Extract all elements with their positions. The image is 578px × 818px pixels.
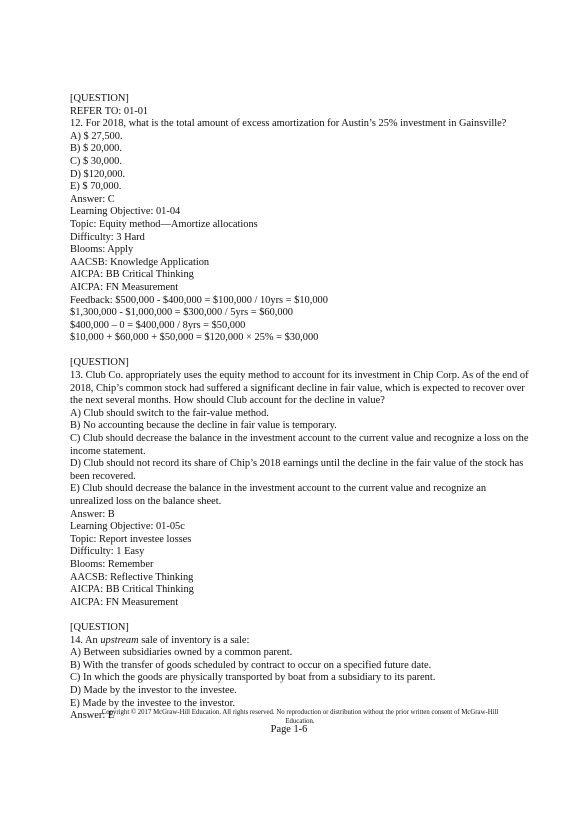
meta-line: Difficulty: 1 Easy — [70, 546, 145, 558]
option: D) $120,000. — [70, 168, 126, 180]
stem-suffix: sale of inventory is a sale: — [138, 634, 250, 646]
meta-line: Difficulty: 3 Hard — [70, 231, 145, 243]
option: E) Made by the investee to the investor. — [70, 697, 236, 709]
option: A) $ 27,500. — [70, 130, 123, 142]
meta-line: AACSB: Knowledge Application — [70, 256, 210, 268]
option: E) $ 70,000. — [70, 181, 122, 193]
stem-prefix: 14. An — [70, 634, 101, 646]
page-content — [70, 93, 530, 723]
copyright-line: Education. — [285, 717, 315, 725]
question-tag: [QUESTION] — [70, 93, 129, 104]
option: C) Club should decrease the balance in the investment account to the current value and recognize a loss on the income statement. — [70, 433, 529, 457]
answer: Answer: B — [70, 508, 115, 520]
meta-line: Topic: Report investee losses — [70, 533, 192, 545]
option: C) $ 30,000. — [70, 155, 122, 167]
meta-line: AICPA: BB Critical Thinking — [70, 269, 194, 281]
stem-emphasis: upstream — [100, 634, 139, 646]
meta-line: Learning Objective: 01-05c — [70, 521, 185, 533]
option: B) No accounting because the decline in fair value is temporary. — [70, 420, 337, 432]
question-tag: [QUESTION] — [70, 621, 129, 633]
option: C) In which the goods are physically transported by boat from a subsidiary to its parent. — [70, 672, 436, 684]
spacer — [70, 345, 530, 358]
refer-to: REFER TO: 01-01 — [70, 105, 149, 117]
page-number: Page 1-6 — [270, 724, 308, 735]
meta-line: Learning Objective: 01-04 — [70, 206, 181, 218]
feedback-line: $400,000 – 0 = $400,000 / 8yrs = $50,000 — [70, 319, 246, 331]
feedback-line: Feedback: $500,000 - $400,000 = $100,000 / 10yrs = $10,000 — [70, 294, 328, 306]
option: B) With the transfer of goods scheduled by contract to occur on a specified future date. — [70, 659, 432, 671]
copyright-line: Copyright © 2017 McGraw-Hill Education. All rights reserved. No reproduction or distribution without the prior written consent of McGraw-Hill — [101, 709, 499, 716]
option: D) Made by the investor to the investee. — [70, 684, 237, 696]
feedback-line: $10,000 + $60,000 + $50,000 = $120,000 × 25% = $30,000 — [70, 332, 319, 344]
question-tag: [QUESTION] — [70, 357, 129, 369]
question-13 — [70, 357, 530, 609]
answer: Answer: E — [70, 710, 115, 722]
question-stem — [70, 635, 530, 648]
option: D) Club should not record its share of Chip’s 2018 earnings until the decline in the fair value of the stock has been recovered. — [70, 458, 524, 482]
feedback-line: $1,300,000 - $1,000,000 = $300,000 / 5yrs = $60,000 — [70, 307, 293, 319]
question-stem: 13. Club Co. appropriately uses the equity method to account for its investment in Chip Corp. As of the end of 2018, Chip’s common stock had suffered a significant decline in fair value, which is expected to recover over the next several months. How should Club account for the decline in value? — [70, 370, 529, 407]
option: A) Between subsidiaries owned by a common parent. — [70, 647, 293, 659]
question-stem: 12. For 2018, what is the total amount of excess amortization for Austin’s 25% investment in Gainsville? — [70, 118, 507, 130]
option: A) Club should switch to the fair-value method. — [70, 407, 269, 419]
option: B) $ 20,000. — [70, 143, 122, 155]
question-12 — [70, 93, 530, 345]
spacer — [70, 609, 530, 622]
question-14 — [70, 622, 530, 723]
meta-line: AICPA: FN Measurement — [70, 596, 179, 608]
meta-line: Blooms: Apply — [70, 244, 134, 256]
meta-line: Blooms: Remember — [70, 558, 154, 570]
option: E) Club should decrease the balance in the investment account to the current value and recognize an unrealized loss on the balance sheet. — [70, 483, 487, 507]
meta-line: AICPA: BB Critical Thinking — [70, 584, 194, 596]
meta-line: AICPA: FN Measurement — [70, 281, 179, 293]
meta-line: Topic: Equity method—Amortize allocations — [70, 218, 258, 230]
answer: Answer: C — [70, 193, 115, 205]
meta-line: AACSB: Reflective Thinking — [70, 571, 194, 583]
